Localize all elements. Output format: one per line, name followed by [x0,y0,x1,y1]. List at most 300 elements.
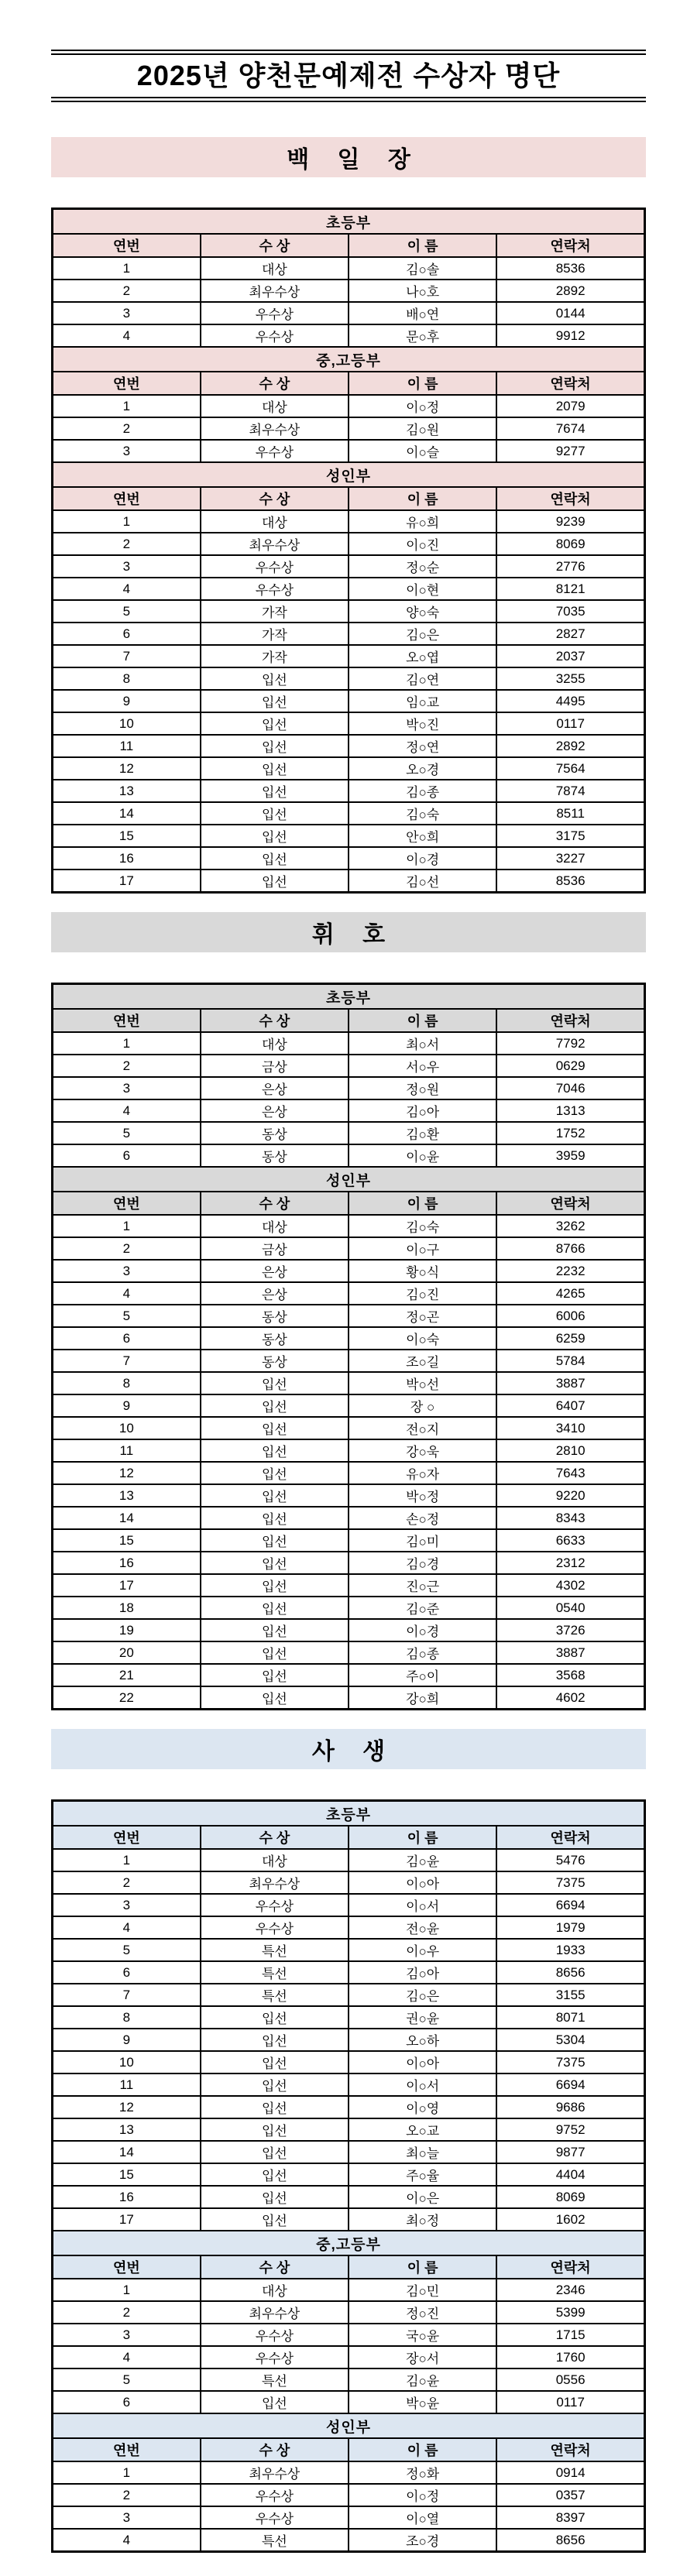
column-header: 연락처 [496,2255,644,2279]
award-cell: 입선 [201,2391,349,2413]
table-row [53,825,645,847]
contact-cell: 4602 [496,1686,644,1710]
column-header: 이 름 [349,1192,496,1215]
column-header: 연번 [53,2255,201,2279]
contact-cell: 7792 [496,1032,644,1055]
row-number-cell: 17 [53,1574,201,1597]
award-cell: 최우수상 [201,280,349,302]
contact-cell: 6694 [496,2073,644,2096]
row-number-cell: 2 [53,417,201,440]
table-row [53,555,645,578]
table-row [53,2096,645,2118]
name-cell: 이○열 [349,2506,496,2529]
row-number-cell: 3 [53,1077,201,1099]
table-row [53,2208,645,2231]
row-number-cell: 1 [53,1215,201,1237]
contact-cell: 6006 [496,1305,644,1327]
award-cell: 우수상 [201,440,349,462]
table-row [53,417,645,440]
award-cell: 입선 [201,1597,349,1619]
contact-cell: 8121 [496,578,644,600]
award-cell: 입선 [201,1619,349,1641]
title-top-rule [51,50,646,55]
award-cell: 우수상 [201,324,349,347]
table-row [53,302,645,324]
row-number-cell: 5 [53,1122,201,1144]
column-header: 연락처 [496,487,644,510]
row-number-cell: 4 [53,1916,201,1939]
award-cell: 입선 [201,712,349,735]
table-row [53,440,645,462]
award-cell: 입선 [201,757,349,780]
name-cell: 오○엽 [349,645,496,667]
row-number-cell: 17 [53,2208,201,2231]
table-row [53,1032,645,1055]
column-header-row [53,487,645,510]
row-number-cell: 2 [53,1055,201,1077]
name-cell: 이○진 [349,533,496,555]
row-number-cell: 7 [53,1984,201,2006]
award-cell: 입선 [201,1394,349,1417]
row-number-cell: 13 [53,1484,201,1507]
name-cell: 박○정 [349,1484,496,1507]
award-section [51,137,646,894]
row-number-cell: 12 [53,1462,201,1484]
name-cell: 박○선 [349,1372,496,1394]
award-cell: 입선 [201,2073,349,2096]
awards-table [51,208,646,894]
row-number-cell: 2 [53,2301,201,2324]
name-cell: 유○자 [349,1462,496,1484]
name-cell: 이○구 [349,1237,496,1260]
contact-cell: 3155 [496,1984,644,2006]
table-row [53,1282,645,1305]
table-row [53,1417,645,1439]
column-header: 이 름 [349,1826,496,1849]
contact-cell: 5476 [496,1849,644,1871]
contact-cell: 8069 [496,2186,644,2208]
award-cell: 최우수상 [201,2301,349,2324]
name-cell: 김○윤 [349,2368,496,2391]
name-cell: 이○슬 [349,440,496,462]
column-header-row [53,372,645,395]
table-row [53,1849,645,1871]
group-title: 성인부 [53,1167,645,1192]
contact-cell: 2776 [496,555,644,578]
contact-cell: 2232 [496,1260,644,1282]
table-row [53,1305,645,1327]
contact-cell: 7035 [496,600,644,623]
award-cell: 동상 [201,1350,349,1372]
row-number-cell: 12 [53,2096,201,2118]
table-row [53,645,645,667]
contact-cell: 2037 [496,645,644,667]
award-cell: 입선 [201,2096,349,2118]
table-row [53,1122,645,1144]
row-number-cell: 1 [53,1849,201,1871]
award-cell: 입선 [201,870,349,893]
column-header: 연번 [53,2438,201,2461]
table-row [53,1552,645,1574]
column-header: 수 상 [201,2255,349,2279]
table-row [53,712,645,735]
contact-cell: 1752 [496,1122,644,1144]
row-number-cell: 14 [53,802,201,825]
name-cell: 최○서 [349,1032,496,1055]
name-cell: 전○윤 [349,1916,496,1939]
row-number-cell: 6 [53,1327,201,1350]
award-cell: 우수상 [201,2484,349,2506]
contact-cell: 0144 [496,302,644,324]
name-cell: 이○윤 [349,1144,496,1167]
contact-cell: 7046 [496,1077,644,1099]
award-cell: 대상 [201,2279,349,2301]
contact-cell: 5399 [496,2301,644,2324]
row-number-cell: 10 [53,2051,201,2073]
table-row [53,1641,645,1664]
name-cell: 정○진 [349,2301,496,2324]
group-title: 성인부 [53,462,645,487]
award-section [51,1729,646,2553]
group-header-row [53,462,645,487]
name-cell: 이○경 [349,847,496,870]
name-cell: 김○솔 [349,257,496,280]
name-cell: 권○윤 [349,2006,496,2029]
table-row [53,1237,645,1260]
table-row [53,2073,645,2096]
row-number-cell: 13 [53,2118,201,2141]
name-cell: 이○숙 [349,1327,496,1350]
section-title-band: 백 일 장 [51,137,646,177]
award-cell: 입선 [201,2029,349,2051]
row-number-cell: 3 [53,555,201,578]
name-cell: 진○근 [349,1574,496,1597]
contact-cell: 4495 [496,690,644,712]
table-row [53,1939,645,1961]
row-number-cell: 5 [53,1305,201,1327]
award-cell: 동상 [201,1144,349,1167]
award-cell: 금상 [201,1237,349,1260]
award-cell: 가작 [201,645,349,667]
award-cell: 특선 [201,1939,349,1961]
row-number-cell: 18 [53,1597,201,1619]
group-title: 성인부 [53,2413,645,2438]
contact-cell: 9239 [496,510,644,533]
group-header-row [53,209,645,235]
award-cell: 입선 [201,825,349,847]
table-row [53,1327,645,1350]
column-header: 수 상 [201,234,349,257]
row-number-cell: 2 [53,280,201,302]
table-row [53,2279,645,2301]
award-cell: 입선 [201,1664,349,1686]
group-header-row [53,2413,645,2438]
table-row [53,510,645,533]
award-cell: 특선 [201,2529,349,2552]
row-number-cell: 4 [53,578,201,600]
row-number-cell: 8 [53,667,201,690]
name-cell: 김○은 [349,623,496,645]
row-number-cell: 14 [53,1507,201,1529]
row-number-cell: 11 [53,2073,201,2096]
award-cell: 입선 [201,802,349,825]
column-header: 수 상 [201,487,349,510]
award-cell: 동상 [201,1305,349,1327]
column-header: 이 름 [349,1009,496,1032]
name-cell: 김○원 [349,417,496,440]
name-cell: 이○아 [349,2051,496,2073]
row-number-cell: 20 [53,1641,201,1664]
award-cell: 입선 [201,847,349,870]
document-header [51,50,646,102]
award-cell: 가작 [201,600,349,623]
award-cell: 입선 [201,1529,349,1552]
row-number-cell: 16 [53,2186,201,2208]
award-cell: 우수상 [201,1894,349,1916]
table-row [53,1507,645,1529]
table-row [53,2029,645,2051]
table-row [53,2391,645,2413]
section-title-band: 사 생 [51,1729,646,1769]
column-header: 연락처 [496,1192,644,1215]
award-cell: 입선 [201,2051,349,2073]
row-number-cell: 5 [53,2368,201,2391]
name-cell: 정○화 [349,2461,496,2484]
name-cell: 오○경 [349,757,496,780]
contact-cell: 3255 [496,667,644,690]
name-cell: 박○윤 [349,2391,496,2413]
contact-cell: 0914 [496,2461,644,2484]
contact-cell: 1933 [496,1939,644,1961]
contact-cell: 6407 [496,1394,644,1417]
column-header: 연락처 [496,1826,644,1849]
table-row [53,324,645,347]
award-cell: 우수상 [201,2346,349,2368]
row-number-cell: 1 [53,257,201,280]
contact-cell: 7375 [496,1871,644,1894]
row-number-cell: 1 [53,1032,201,1055]
contact-cell: 7674 [496,417,644,440]
row-number-cell: 1 [53,510,201,533]
contact-cell: 6694 [496,1894,644,1916]
table-row [53,1984,645,2006]
title-bottom-rule [51,97,646,102]
column-header: 연락처 [496,234,644,257]
column-header: 이 름 [349,234,496,257]
award-cell: 대상 [201,395,349,417]
contact-cell: 8766 [496,1237,644,1260]
contact-cell: 8071 [496,2006,644,2029]
contact-cell: 4404 [496,2163,644,2186]
name-cell: 정○연 [349,735,496,757]
table-row [53,667,645,690]
row-number-cell: 4 [53,1099,201,1122]
name-cell: 최○정 [349,2208,496,2231]
contact-cell: 9752 [496,2118,644,2141]
contact-cell: 0117 [496,712,644,735]
table-row [53,1099,645,1122]
contact-cell: 3410 [496,1417,644,1439]
name-cell: 오○교 [349,2118,496,2141]
contact-cell: 9686 [496,2096,644,2118]
contact-cell: 3568 [496,1664,644,1686]
row-number-cell: 4 [53,2346,201,2368]
award-cell: 은상 [201,1077,349,1099]
sections-container [51,137,646,2553]
group-header-row [53,984,645,1010]
award-cell: 대상 [201,1849,349,1871]
name-cell: 이○정 [349,395,496,417]
row-number-cell: 1 [53,395,201,417]
table-row [53,1350,645,1372]
row-number-cell: 6 [53,1961,201,1984]
name-cell: 전○지 [349,1417,496,1439]
name-cell: 김○미 [349,1529,496,1552]
name-cell: 최○늘 [349,2141,496,2163]
row-number-cell: 8 [53,1372,201,1394]
row-number-cell: 15 [53,1529,201,1552]
award-cell: 우수상 [201,2506,349,2529]
award-cell: 입선 [201,2208,349,2231]
group-title: 초등부 [53,209,645,235]
name-cell: 이○우 [349,1939,496,1961]
column-header-row [53,1009,645,1032]
row-number-cell: 14 [53,2141,201,2163]
group-title: 중,고등부 [53,2231,645,2255]
column-header: 연락처 [496,372,644,395]
contact-cell: 3887 [496,1641,644,1664]
column-header-row [53,1192,645,1215]
name-cell: 김○윤 [349,1849,496,1871]
award-cell: 입선 [201,780,349,802]
award-cell: 동상 [201,1122,349,1144]
row-number-cell: 1 [53,2461,201,2484]
row-number-cell: 2 [53,1237,201,1260]
contact-cell: 2892 [496,735,644,757]
name-cell: 이○서 [349,1894,496,1916]
contact-cell: 3959 [496,1144,644,1167]
award-cell: 최우수상 [201,533,349,555]
contact-cell: 0117 [496,2391,644,2413]
name-cell: 김○경 [349,1552,496,1574]
table-row [53,780,645,802]
table-row [53,847,645,870]
award-cell: 입선 [201,690,349,712]
contact-cell: 3262 [496,1215,644,1237]
row-number-cell: 11 [53,1439,201,1462]
group-title: 중,고등부 [53,347,645,372]
column-header-row [53,1826,645,1849]
award-cell: 특선 [201,1984,349,2006]
table-row [53,1664,645,1686]
row-number-cell: 22 [53,1686,201,1710]
awards-table [51,1799,646,2553]
table-row [53,1597,645,1619]
name-cell: 김○진 [349,1282,496,1305]
award-cell: 우수상 [201,555,349,578]
table-row [53,1871,645,1894]
award-cell: 우수상 [201,2324,349,2346]
row-number-cell: 9 [53,1394,201,1417]
award-cell: 우수상 [201,1916,349,1939]
name-cell: 김○숙 [349,1215,496,1237]
table-row [53,1372,645,1394]
column-header: 수 상 [201,1192,349,1215]
contact-cell: 3887 [496,1372,644,1394]
contact-cell: 5784 [496,1350,644,1372]
column-header: 연락처 [496,1009,644,1032]
name-cell: 서○우 [349,1055,496,1077]
contact-cell: 8536 [496,257,644,280]
table-row [53,1215,645,1237]
row-number-cell: 3 [53,2324,201,2346]
contact-cell: 2827 [496,623,644,645]
name-cell: 조○경 [349,2529,496,2552]
contact-cell: 2079 [496,395,644,417]
row-number-cell: 13 [53,780,201,802]
name-cell: 김○숙 [349,802,496,825]
contact-cell: 0556 [496,2368,644,2391]
award-cell: 입선 [201,2006,349,2029]
contact-cell: 8656 [496,2529,644,2552]
row-number-cell: 4 [53,324,201,347]
table-row [53,1144,645,1167]
table-row [53,2506,645,2529]
row-number-cell: 15 [53,825,201,847]
row-number-cell: 6 [53,1144,201,1167]
contact-cell: 1760 [496,2346,644,2368]
column-header: 연번 [53,1192,201,1215]
award-cell: 금상 [201,1055,349,1077]
contact-cell: 9277 [496,440,644,462]
contact-cell: 1715 [496,2324,644,2346]
award-cell: 입선 [201,1641,349,1664]
table-row [53,1260,645,1282]
award-cell: 대상 [201,510,349,533]
table-row [53,623,645,645]
name-cell: 양○숙 [349,600,496,623]
name-cell: 이○서 [349,2073,496,2096]
row-number-cell: 21 [53,1664,201,1686]
name-cell: 배○연 [349,302,496,324]
contact-cell: 1313 [496,1099,644,1122]
award-cell: 입선 [201,1507,349,1529]
group-header-row [53,1167,645,1192]
column-header: 연락처 [496,2438,644,2461]
table-row [53,1961,645,1984]
award-cell: 입선 [201,667,349,690]
table-row [53,870,645,893]
name-cell: 장 ○ [349,1394,496,1417]
contact-cell: 9912 [496,324,644,347]
row-number-cell: 9 [53,2029,201,2051]
column-header-row [53,2438,645,2461]
table-row [53,1462,645,1484]
contact-cell: 0540 [496,1597,644,1619]
name-cell: 문○후 [349,324,496,347]
name-cell: 이○정 [349,2484,496,2506]
column-header: 수 상 [201,1009,349,1032]
row-number-cell: 3 [53,2506,201,2529]
award-cell: 입선 [201,2186,349,2208]
award-cell: 은상 [201,1282,349,1305]
award-cell: 최우수상 [201,417,349,440]
name-cell: 김○아 [349,1099,496,1122]
contact-cell: 0629 [496,1055,644,1077]
contact-cell: 2312 [496,1552,644,1574]
row-number-cell: 4 [53,2529,201,2552]
contact-cell: 8069 [496,533,644,555]
